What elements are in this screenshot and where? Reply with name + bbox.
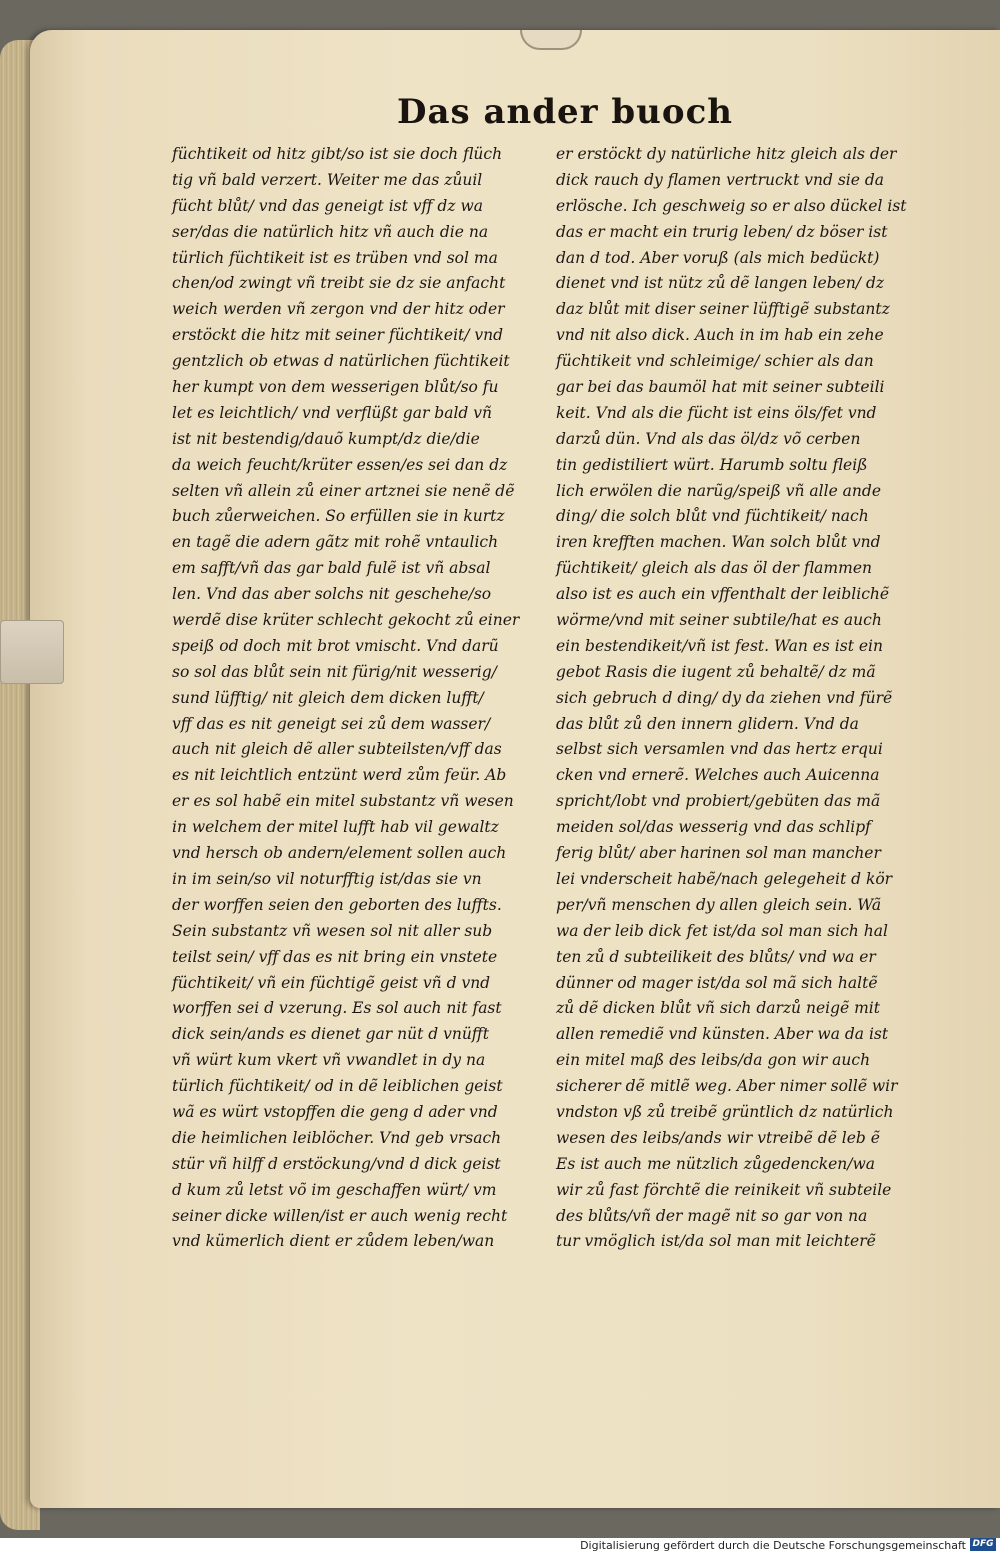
- text-line: Es ist auch me nützlich zůgedencken/wa: [556, 1154, 876, 1173]
- text-line: des blůts/vñ der magẽ nit so gar von na: [556, 1206, 868, 1225]
- text-line: ein mitel maß des leibs/da gon wir auch: [556, 1051, 871, 1070]
- text-line: lei vnderscheit habẽ/nach gelegeheit d kör: [556, 869, 893, 888]
- text-line: erstöckt die hitz mit seiner füchtikeit/ vnd: [172, 326, 504, 345]
- text-line: vñ würt kum vkert vñ vwandlet in dy na: [172, 1051, 486, 1070]
- text-line: speiß od doch mit brot vmischt. Vnd darũ: [172, 636, 499, 655]
- text-line: sich gebruch d ding/ dy da ziehen vnd fürẽ: [556, 688, 893, 707]
- left-text-column: [172, 142, 572, 1255]
- text-line: gebot Rasis die iugent zů behaltẽ/ dz mã: [556, 662, 876, 681]
- footer-credit: Digitalisierung gefördert durch die Deutsche Forschungsgemeinschaft: [580, 1539, 966, 1552]
- text-line: worffen sei d vzerung. Es sol auch nit fast: [172, 999, 502, 1018]
- text-line: erlösche. Ich geschweig so er also dückel ist: [556, 196, 907, 215]
- text-line: selbst sich versamlen vnd das hertz erqui: [556, 740, 883, 759]
- text-line: ist nit bestendig/dauõ kumpt/dz die/die: [172, 429, 480, 448]
- text-line: wesen des leibs/ands wir vtreibẽ dẽ leb ẽ: [556, 1128, 880, 1147]
- text-line: her kumpt von dem wesserigen blůt/so fu: [172, 378, 499, 397]
- text-line: vnd hersch ob andern/element sollen auch: [172, 844, 507, 863]
- text-line: daz blůt mit diser seiner lüfftigẽ substantz: [556, 300, 890, 319]
- text-line: er erstöckt dy natürliche hitz gleich als der: [556, 145, 897, 163]
- text-line: auch nit gleich dẽ aller subteilsten/vff das: [172, 740, 502, 759]
- text-line: let es leichtlich/ vnd verflüßt gar bald vñ: [172, 403, 493, 422]
- text-line: lich erwölen die narũg/speiß vñ alle ande: [556, 481, 881, 500]
- text-line: das blůt zů den innern glidern. Vnd da: [556, 714, 859, 733]
- text-line: cken vnd ernerẽ. Welches auch Auicenna: [556, 766, 880, 785]
- text-line: füchtikeit/ gleich als das öl der flammen: [556, 559, 872, 578]
- text-line: dick rauch dy flamen vertruckt vnd sie da: [556, 170, 885, 189]
- text-line: d kum zů letst võ im geschaffen würt/ vm: [172, 1180, 497, 1199]
- text-line: buch zůerweichen. So erfüllen sie in kurtz: [172, 507, 505, 526]
- text-line: len. Vnd das aber solchs nit geschehe/so: [172, 585, 492, 604]
- text-line: in welchem der mitel lufft hab vil gewaltz: [172, 818, 499, 837]
- text-line: chen/od zwingt vñ treibt sie dz sie anfacht: [172, 274, 506, 293]
- text-line: also ist es auch ein vffenthalt der leiblichẽ: [556, 585, 890, 604]
- text-line: teilst sein/ vff das es nit bring ein vnstete: [172, 947, 498, 966]
- dfg-logo: DFG: [970, 1538, 996, 1551]
- text-line: seiner dicke willen/ist er auch wenig recht: [172, 1206, 508, 1225]
- text-line: ten zů d subteilikeit des blůts/ vnd wa er: [556, 947, 876, 966]
- text-line: en tagẽ die adern gãtz mit rohẽ vntaulich: [172, 533, 499, 552]
- text-line: füchtikeit vnd schleimige/ schier als dan: [556, 352, 874, 371]
- text-line: wörme/vnd mit seiner subtile/hat es auch: [556, 611, 882, 630]
- text-line: wa der leib dick fet ist/da sol man sich hal: [556, 921, 888, 940]
- text-line: selten vñ allein zů einer artznei sie nenẽ dẽ: [172, 481, 515, 500]
- text-line: da weich feucht/krüter essen/es sei dan dz: [172, 455, 508, 474]
- text-line: füchtikeit od hitz gibt/so ist sie doch flüch: [172, 145, 503, 163]
- text-line: meiden sol/das wesserig vnd das schlipf: [556, 818, 871, 837]
- text-line: ser/das die natürlich hitz vñ auch die na: [172, 222, 489, 241]
- running-head: Das ander buoch: [397, 92, 733, 132]
- text-line: das er macht ein trurig leben/ dz böser ist: [556, 222, 888, 241]
- text-line: dan d tod. Aber voruß (als mich bedückt): [556, 248, 880, 267]
- text-line: zů dẽ dicken blůt vñ sich darzů neigẽ mit: [556, 999, 880, 1018]
- text-line: keit. Vnd als die fücht ist eins öls/fet vnd: [556, 403, 877, 422]
- text-line: darzů dün. Vnd als das öl/dz võ cerben: [556, 429, 861, 448]
- text-line: dick sein/ands es dienet gar nüt d vnüfft: [172, 1025, 490, 1044]
- text-line: türlich füchtikeit ist es trüben vnd sol ma: [172, 248, 498, 267]
- text-line: spricht/lobt vnd probiert/gebüten das mã: [556, 792, 881, 811]
- text-line: füchtikeit/ vñ ein füchtigẽ geist vñ d vnd: [172, 973, 491, 992]
- text-line: fücht blůt/ vnd das geneigt ist vff dz wa: [172, 196, 483, 215]
- text-line: vnd nit also dick. Auch in im hab ein zehe: [556, 326, 884, 345]
- text-line: so sol das blůt sein nit fürig/nit wesserig/: [172, 662, 497, 681]
- text-line: stür vñ hilff d erstöckung/vnd d dick geist: [172, 1154, 501, 1173]
- text-line: tig vñ bald verzert. Weiter me das zůuil: [172, 170, 483, 189]
- text-line: der worffen seien den geborten des luffts.: [172, 895, 502, 914]
- text-line: ein bestendikeit/vñ ist fest. Wan es ist ein: [556, 636, 883, 655]
- text-line: vndston vß zů treibẽ grüntlich dz natürlich: [556, 1102, 894, 1121]
- text-line: gentzlich ob etwas d natürlichen füchtikeit: [172, 352, 510, 371]
- text-line: werdẽ dise krüter schlecht gekocht zů einer: [172, 611, 520, 630]
- text-line: Sein substantz vñ wesen sol nit aller sub: [172, 921, 493, 940]
- text-line: allen remediẽ vnd künsten. Aber wa da ist: [556, 1025, 889, 1044]
- paper-strip: [0, 620, 64, 684]
- text-line: er es sol habẽ ein mitel substantz vñ wesen: [172, 792, 514, 811]
- text-line: sund lüfftig/ nit gleich dem dicken lufft/: [172, 688, 484, 707]
- text-line: die heimlichen leiblöcher. Vnd geb vrsach: [172, 1128, 502, 1147]
- text-line: tur vmöglich ist/da sol man mit leichterẽ: [556, 1232, 876, 1251]
- text-line: vff das es nit geneigt sei zů dem wasser/: [172, 714, 491, 733]
- text-line: vnd kümerlich dient er zůdem leben/wan: [172, 1232, 495, 1251]
- text-line: dünner od mager ist/da sol mã sich haltẽ: [556, 973, 878, 992]
- text-line: weich werden vñ zergon vnd der hitz oder: [172, 300, 505, 319]
- text-line: wã es würt vstopffen die geng d ader vnd: [172, 1102, 498, 1121]
- text-line: gar bei das baumöl hat mit seiner subteili: [556, 378, 885, 397]
- text-line: ferig blůt/ aber harinen sol man mancher: [556, 844, 881, 863]
- text-line: em safft/vñ das gar bald fulẽ ist vñ absal: [172, 559, 491, 578]
- text-line: iren krefften machen. Wan solch blůt vnd: [556, 533, 881, 552]
- text-line: sicherer dẽ mitlẽ weg. Aber nimer sollẽ wir: [556, 1077, 898, 1096]
- text-line: in im sein/so vil noturfftig ist/das sie vn: [172, 869, 482, 888]
- text-line: es nit leichtlich entzünt werd zům feür. Ab: [172, 766, 507, 785]
- text-line: ding/ die solch blůt vnd füchtikeit/ nach: [556, 507, 869, 526]
- text-line: türlich füchtikeit/ od in dẽ leiblichen geist: [172, 1077, 503, 1096]
- text-line: dienet vnd ist nütz zů dẽ langen leben/ dz: [556, 274, 885, 293]
- text-line: wir zů fast förchtẽ die reinikeit vñ subteile: [556, 1180, 892, 1199]
- right-text-column: [556, 142, 956, 1255]
- text-line: per/vñ menschen dy allen gleich sein. Wã: [556, 895, 882, 914]
- text-line: tin gedistiliert würt. Harumb soltu fleiß: [556, 455, 868, 474]
